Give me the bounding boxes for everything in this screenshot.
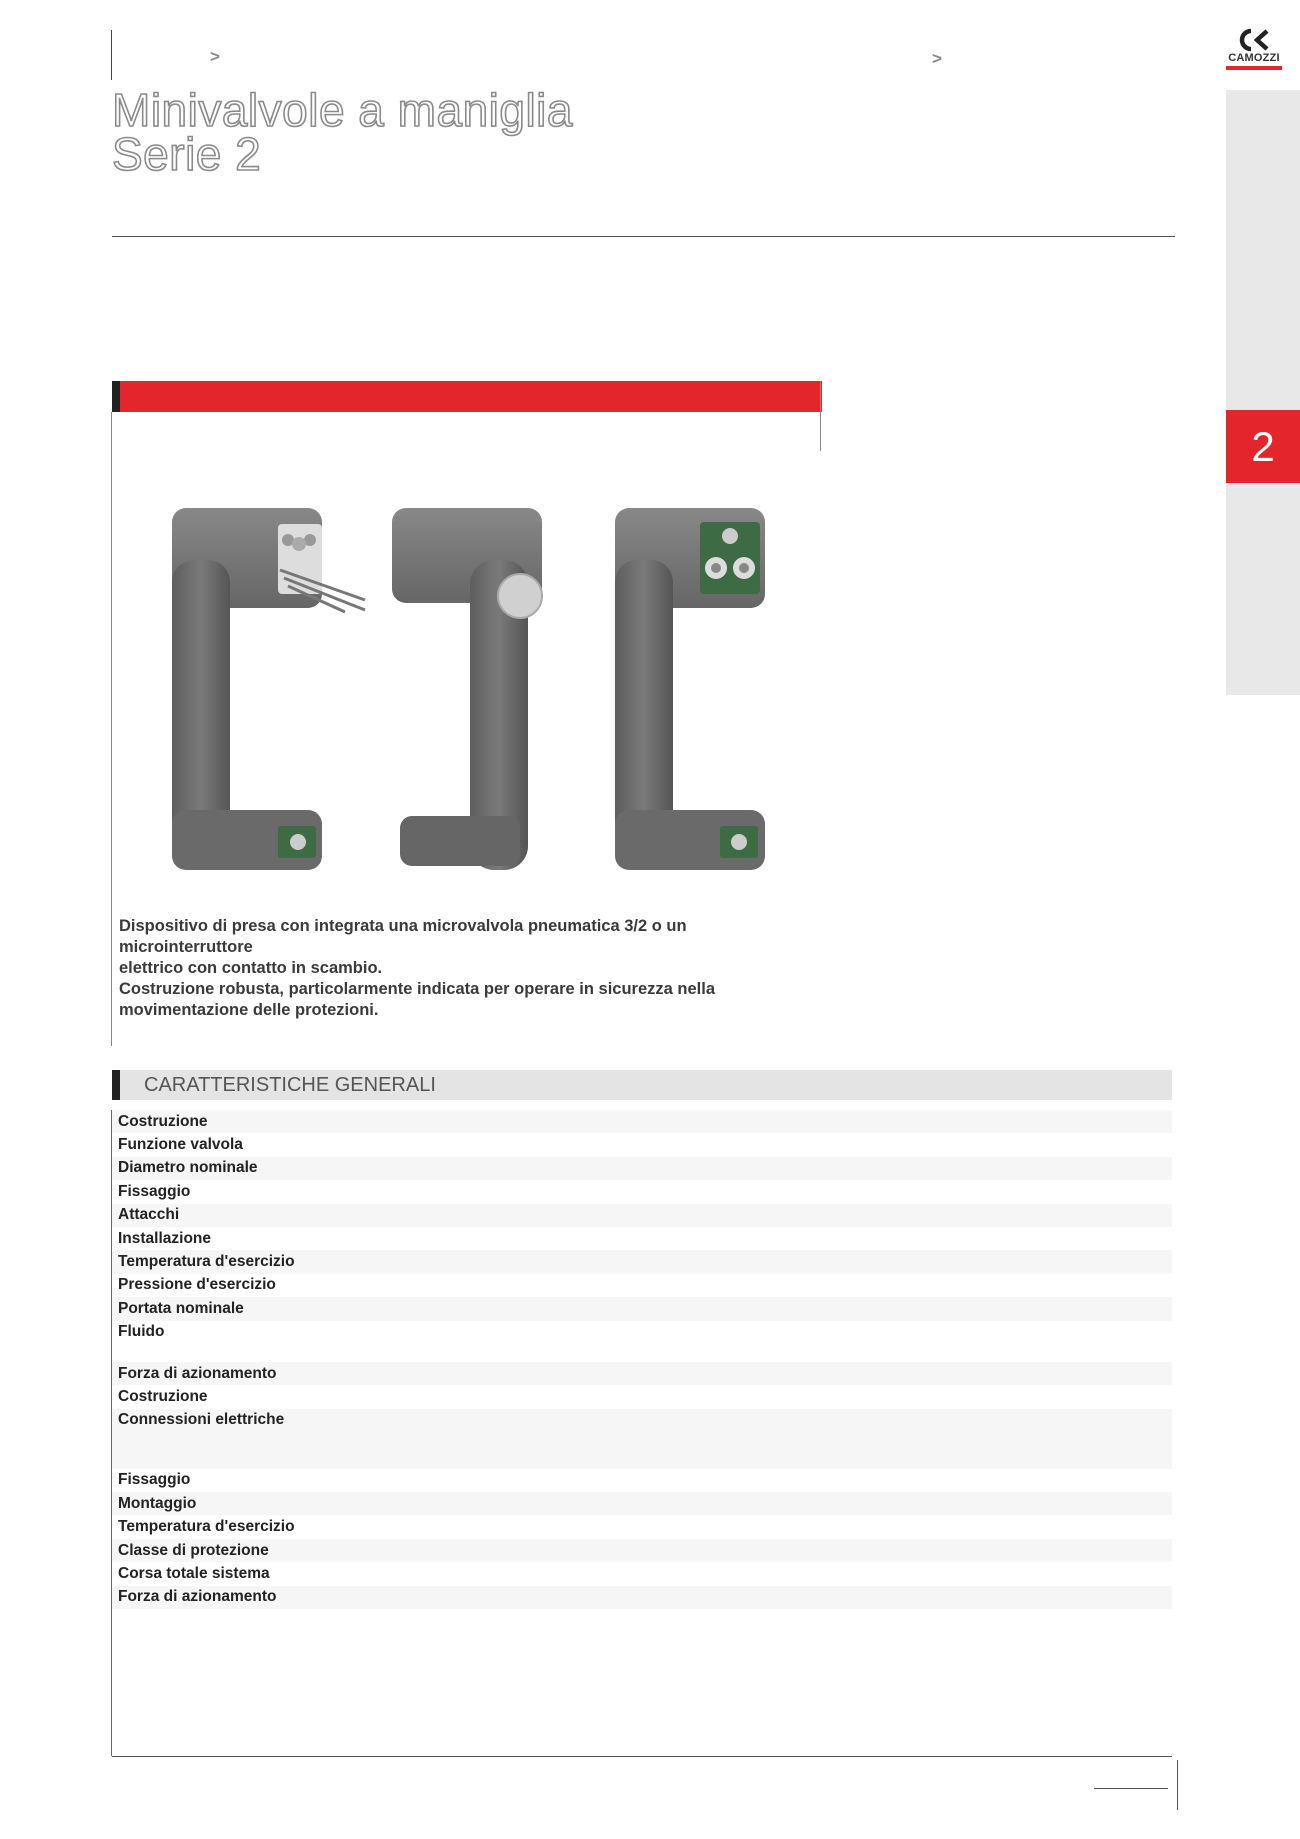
footer-divider (1177, 1760, 1178, 1810)
spec-label: Installazione (118, 1229, 212, 1247)
table-row (112, 1321, 1172, 1344)
table-row (112, 1157, 1172, 1180)
table-row (112, 1274, 1172, 1297)
camozzi-logo (1224, 28, 1284, 70)
spec-label: Costruzione (118, 1112, 208, 1130)
table-row (112, 1180, 1172, 1203)
table-row (112, 1385, 1172, 1408)
table-row (112, 1409, 1172, 1469)
spec-label: Connessioni elettriche (118, 1410, 285, 1428)
spec-label: Diametro nominale (118, 1159, 258, 1177)
page-title-line-2: Serie 2 (112, 128, 262, 180)
table-row (112, 1204, 1172, 1227)
breadcrumb-separator: > (210, 47, 220, 66)
handle-pneumatic (615, 508, 765, 870)
table-row (112, 1250, 1172, 1273)
chapter-strip (1226, 90, 1300, 695)
table-row (112, 1469, 1172, 1492)
table-row (112, 1586, 1172, 1609)
product-description (119, 916, 819, 1021)
spec-label: Temperatura d'esercizio (118, 1253, 295, 1271)
table-row (112, 1227, 1172, 1250)
section-frame-left (111, 412, 112, 1046)
spec-label: Fluido (118, 1323, 165, 1341)
header-divider (111, 30, 112, 80)
table-row (112, 1492, 1172, 1515)
table-row-spacer (112, 1344, 1172, 1362)
spec-label: Forza di azionamento (118, 1364, 277, 1382)
handle-electric (172, 508, 365, 870)
description-line: Costruzione robusta, particolarmente indicata per operare in sicurezza nella (119, 980, 715, 998)
table-row (112, 1133, 1172, 1156)
page-title (112, 84, 573, 180)
chapter-tab[interactable] (1226, 410, 1300, 483)
spec-label: Montaggio (118, 1494, 197, 1512)
spec-label: Corsa totale sistema (118, 1564, 270, 1582)
section-frame-right (820, 381, 821, 451)
table-row (112, 1539, 1172, 1562)
logo-bar (1226, 66, 1282, 70)
section-bar (112, 381, 822, 412)
description-line: elettrico con contatto in scambio. (119, 959, 383, 977)
title-rule (112, 236, 1175, 237)
table-row (112, 1562, 1172, 1585)
general-characteristics-title: CARATTERISTICHE GENERALI (144, 1074, 436, 1096)
bottom-rule (112, 1756, 1172, 1757)
spec-label: Pressione d'esercizio (118, 1276, 276, 1294)
spec-label: Fissaggio (118, 1182, 191, 1200)
table-row (112, 1515, 1172, 1538)
page-title-line-1: Minivalvole a maniglia (112, 84, 573, 136)
handle-button (392, 508, 542, 870)
spec-label: Funzione valvola (118, 1136, 243, 1154)
footer-line (1094, 1788, 1168, 1789)
table-row (112, 1297, 1172, 1320)
product-photo (160, 500, 780, 890)
spec-label: Portata nominale (118, 1299, 244, 1317)
logo-text: CAMOZZI (1228, 52, 1280, 64)
description-line: movimentazione delle protezioni. (119, 1001, 379, 1019)
spec-label: Classe di protezione (118, 1541, 269, 1559)
breadcrumb-separator: > (932, 49, 942, 68)
spec-label: Costruzione (118, 1387, 208, 1405)
spec-label: Temperatura d'esercizio (118, 1518, 295, 1536)
chapter-number: 2 (1251, 422, 1275, 470)
camozzi-logo-icon (1237, 28, 1271, 52)
description-line: Dispositivo di presa con integrata una microvalvola pneumatica 3/2 o un microinterruttore (119, 917, 687, 956)
spec-label: Fissaggio (118, 1471, 191, 1489)
spec-table (112, 1110, 1172, 1609)
spec-label: Attacchi (118, 1206, 180, 1224)
spec-label: Forza di azionamento (118, 1588, 277, 1606)
table-row (112, 1362, 1172, 1385)
table-row (112, 1110, 1172, 1133)
